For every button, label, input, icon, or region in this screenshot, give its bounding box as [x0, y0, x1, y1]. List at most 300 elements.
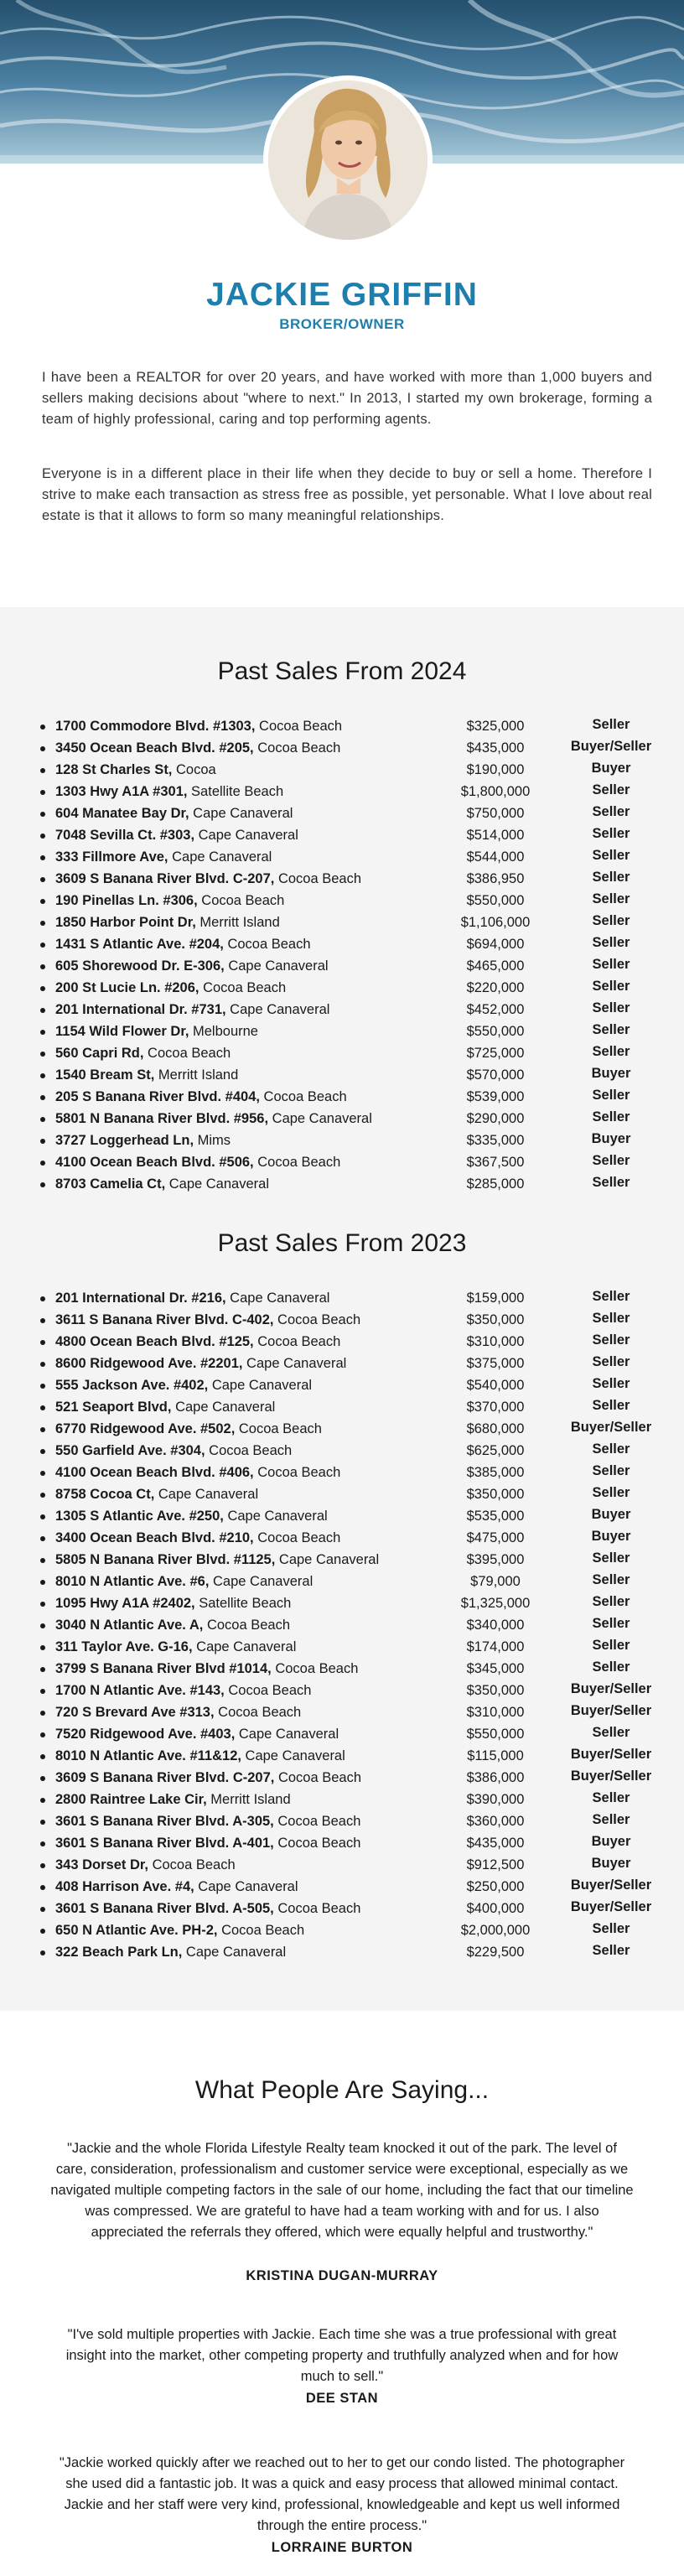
bullet-icon: [40, 1493, 45, 1498]
sale-city: Cocoa Beach: [273, 1901, 361, 1916]
sale-side: Buyer/Seller: [570, 1768, 652, 1784]
sale-row: [35, 977, 672, 999]
sale-city: Cocoa Beach: [197, 893, 285, 908]
bullet-icon: [40, 1820, 45, 1825]
sale-city: Cape Canaveral: [194, 828, 298, 843]
sale-address: [55, 890, 284, 911]
sale-street: 6770 Ridgewood Ave. #502,: [55, 1421, 236, 1436]
sale-price: $1,106,000: [460, 915, 531, 930]
bullet-icon: [40, 746, 45, 751]
sale-address: [55, 1549, 379, 1571]
sale-price: $360,000: [466, 1814, 525, 1829]
sale-side: Seller: [592, 782, 630, 797]
sale-street: 1540 Bream St,: [55, 1067, 155, 1083]
sale-city: Cape Canaveral: [225, 1002, 330, 1017]
sale-street: 7520 Ridgewood Ave. #403,: [55, 1727, 236, 1742]
sale-price: $350,000: [466, 1312, 525, 1327]
bullet-icon: [40, 724, 45, 730]
sale-row: [35, 1505, 672, 1527]
sale-city: Cocoa Beach: [274, 871, 362, 886]
bullet-icon: [40, 790, 45, 795]
bullet-icon: [40, 1182, 45, 1187]
bullet-icon: [40, 1667, 45, 1672]
sale-price: $310,000: [466, 1705, 525, 1720]
sale-city: Cocoa Beach: [148, 1857, 236, 1872]
sale-side: Buyer: [591, 761, 631, 776]
sale-price: $625,000: [466, 1443, 525, 1458]
sale-side: Buyer/Seller: [570, 1747, 652, 1762]
sale-city: Cocoa Beach: [253, 1465, 341, 1480]
bullet-icon: [40, 1732, 45, 1737]
sale-street: 200 St Lucie Ln. #206,: [55, 980, 200, 995]
sale-street: 190 Pinellas Ln. #306,: [55, 893, 198, 908]
sale-row: [35, 1636, 672, 1658]
sale-row: [35, 1418, 672, 1440]
bullet-icon: [40, 1471, 45, 1476]
sale-street: 4100 Ocean Beach Blvd. #406,: [55, 1465, 254, 1480]
sale-row: [35, 1130, 672, 1151]
sale-street: 8758 Cocoa Ct,: [55, 1487, 155, 1502]
sale-city: Cape Canaveral: [154, 1487, 259, 1502]
sale-city: Cocoa Beach: [217, 1923, 305, 1938]
sale-row: [35, 1086, 672, 1108]
bullet-icon: [40, 1514, 45, 1519]
sale-row: [35, 999, 672, 1021]
sale-side: Seller: [592, 1616, 630, 1631]
sale-price: $335,000: [466, 1133, 525, 1148]
sale-price: $345,000: [466, 1661, 525, 1676]
sale-price: $115,000: [467, 1748, 524, 1763]
sale-side: Buyer: [591, 1066, 631, 1081]
sale-address: [55, 1614, 290, 1636]
sale-price: $375,000: [466, 1356, 525, 1371]
sale-city: Cocoa Beach: [214, 1705, 302, 1720]
sale-side: Seller: [592, 1572, 630, 1587]
sale-street: 1700 Commodore Blvd. #1303,: [55, 719, 256, 734]
sale-street: 3609 S Banana River Blvd. C-207,: [55, 871, 275, 886]
sale-side: Seller: [592, 1109, 630, 1124]
sale-side: Seller: [592, 913, 630, 928]
sale-price: $220,000: [466, 980, 525, 995]
bullet-icon: [40, 1427, 45, 1432]
bullet-icon: [40, 1161, 45, 1166]
sale-street: 3609 S Banana River Blvd. C-207,: [55, 1770, 275, 1785]
bullet-icon: [40, 1405, 45, 1410]
sale-street: 2800 Raintree Lake Cir,: [55, 1792, 207, 1807]
sale-street: 408 Harrison Ave. #4,: [55, 1879, 194, 1894]
bullet-icon: [40, 1073, 45, 1078]
sale-address: [55, 1130, 231, 1151]
sale-row: [35, 759, 672, 781]
sale-side: Seller: [592, 1354, 630, 1369]
testimonials-title: What People Are Saying...: [194, 2076, 490, 2104]
sale-row: [35, 1919, 672, 1941]
sales-2024-title: Past Sales From 2024: [217, 657, 467, 685]
sale-street: 128 St Charles St,: [55, 762, 173, 777]
testimonial-quote: "Jackie worked quickly after we reached out to her to get our condo listed. The photographer she used did a fantastic job. It was a quick and easy process that allowed minimal contact. Jackie and her staff were very kind, professional, knowledgeable and kept us well informed through the entire process.": [59, 2455, 625, 2533]
sale-city: Cape Canaveral: [209, 1574, 314, 1589]
sale-street: 1095 Hwy A1A #2402,: [55, 1596, 195, 1611]
sale-street: 555 Jackson Ave. #402,: [55, 1378, 209, 1393]
sale-city: Cape Canaveral: [224, 958, 329, 974]
sale-side: Seller: [592, 1812, 630, 1827]
sale-side: Seller: [592, 957, 630, 972]
sale-price: $514,000: [466, 828, 525, 843]
sale-street: 1700 N Atlantic Ave. #143,: [55, 1683, 225, 1698]
sale-street: 205 S Banana River Blvd. #404,: [55, 1089, 260, 1104]
sale-price: $465,000: [466, 958, 525, 974]
sale-price: $285,000: [466, 1176, 525, 1192]
bullet-icon: [40, 1052, 45, 1057]
sale-city: Merritt Island: [206, 1792, 291, 1807]
sale-price: $435,000: [466, 740, 525, 756]
sale-street: 311 Taylor Ave. G-16,: [55, 1639, 193, 1654]
sale-street: 1305 S Atlantic Ave. #250,: [55, 1509, 224, 1524]
sale-city: Cape Canaveral: [208, 1378, 313, 1393]
bullet-icon: [40, 1340, 45, 1345]
sale-side: Buyer: [591, 1131, 631, 1146]
bullet-icon: [40, 1384, 45, 1389]
sale-row: [35, 1064, 672, 1086]
sale-side: Seller: [592, 1398, 630, 1413]
sale-city: Satellite Beach: [187, 784, 284, 799]
bullet-icon: [40, 1798, 45, 1803]
sale-side: Seller: [592, 1943, 630, 1958]
sale-side: Seller: [592, 1638, 630, 1653]
sale-price: $190,000: [466, 762, 525, 777]
sale-price: $452,000: [466, 1002, 525, 1017]
bullet-icon: [40, 1689, 45, 1694]
sale-side: Buyer/Seller: [570, 1420, 652, 1435]
agent-role: BROKER/OWNER: [279, 316, 405, 332]
sale-price: $1,325,000: [460, 1596, 531, 1611]
sale-city: Cocoa Beach: [223, 937, 311, 952]
sale-row: [35, 1876, 672, 1898]
sale-city: Cocoa Beach: [253, 1155, 341, 1170]
sale-side: Buyer: [591, 1856, 631, 1871]
sale-address: [55, 846, 272, 868]
sale-street: 322 Beach Park Ln,: [55, 1945, 183, 1960]
bullet-icon: [40, 1030, 45, 1035]
sale-price: $680,000: [466, 1421, 525, 1436]
sale-address: [55, 868, 361, 890]
sale-city: Cocoa Beach: [271, 1661, 359, 1676]
sale-side: Seller: [592, 826, 630, 841]
sale-city: Cocoa Beach: [235, 1421, 322, 1436]
sale-address: [55, 955, 329, 977]
sale-street: 1154 Wild Flower Dr,: [55, 1024, 189, 1039]
bullet-icon: [40, 1296, 45, 1301]
sale-side: Seller: [592, 848, 630, 863]
bullet-icon: [40, 1095, 45, 1100]
sale-street: 604 Manatee Bay Dr,: [55, 806, 189, 821]
sale-price: $539,000: [466, 1089, 525, 1104]
sale-address: [55, 1462, 340, 1483]
sale-city: Cape Canaveral: [192, 1639, 297, 1654]
sale-city: Cocoa Beach: [273, 1836, 361, 1851]
sale-address: [55, 1636, 296, 1658]
sales-2023-title: Past Sales From 2023: [217, 1229, 467, 1257]
sale-address: [55, 1418, 322, 1440]
sale-street: 4800 Ocean Beach Blvd. #125,: [55, 1334, 254, 1349]
bullet-icon: [40, 1117, 45, 1122]
bullet-icon: [40, 834, 45, 839]
sale-price: $540,000: [466, 1378, 525, 1393]
bullet-icon: [40, 768, 45, 773]
sale-side: Seller: [592, 1790, 630, 1805]
bullet-icon: [40, 1008, 45, 1013]
sale-price: $694,000: [466, 937, 525, 952]
sale-address: [55, 1898, 360, 1919]
sale-street: 5805 N Banana River Blvd. #1125,: [55, 1552, 276, 1567]
bullet-icon: [40, 1863, 45, 1868]
profile-avatar: [263, 75, 433, 245]
sale-price: $912,500: [466, 1857, 525, 1872]
sale-street: 650 N Atlantic Ave. PH-2,: [55, 1923, 218, 1938]
sale-street: 1850 Harbor Point Dr,: [55, 915, 196, 930]
sale-street: 3450 Ocean Beach Blvd. #205,: [55, 740, 254, 756]
sale-price: $475,000: [466, 1530, 525, 1545]
bullet-icon: [40, 1950, 45, 1955]
sale-side: Seller: [592, 1175, 630, 1190]
sale-city: Cape Canaveral: [241, 1748, 345, 1763]
sale-price: $350,000: [466, 1487, 525, 1502]
sale-row: [35, 1854, 672, 1876]
sale-city: Cocoa: [172, 762, 216, 777]
sale-street: 5801 N Banana River Blvd. #956,: [55, 1111, 269, 1126]
bullet-icon: [40, 899, 45, 904]
sale-side: Buyer/Seller: [570, 1899, 652, 1914]
bullet-icon: [40, 877, 45, 882]
agent-name: JACKIE GRIFFIN: [206, 277, 478, 313]
sale-city: Cocoa Beach: [255, 719, 343, 734]
sale-address: [55, 1701, 301, 1723]
sale-street: 333 Fillmore Ave,: [55, 849, 168, 865]
sale-address: [55, 1592, 291, 1614]
testimonial-author: LORRAINE BURTON: [271, 2540, 413, 2555]
sales-2024-list: [35, 715, 672, 1195]
sale-side: Seller: [592, 1332, 630, 1348]
sale-price: $174,000: [466, 1639, 525, 1654]
sale-row: [35, 1549, 672, 1571]
sale-city: Cocoa Beach: [274, 1770, 362, 1785]
sale-city: Cape Canaveral: [165, 1176, 269, 1192]
sale-city: Cape Canaveral: [168, 849, 272, 865]
sale-row: [35, 1151, 672, 1173]
sale-row: [35, 1941, 672, 1963]
sale-price: $550,000: [466, 893, 525, 908]
sale-city: Cape Canaveral: [194, 1879, 298, 1894]
sale-row: [35, 890, 672, 911]
sale-address: [55, 1396, 275, 1418]
sale-address: [55, 1440, 292, 1462]
sale-address: [55, 1919, 304, 1941]
sale-address: [55, 1789, 291, 1810]
bullet-icon: [40, 1318, 45, 1323]
sale-address: [55, 1680, 311, 1701]
bullet-icon: [40, 1841, 45, 1846]
sale-row: [35, 1440, 672, 1462]
sale-row: [35, 1042, 672, 1064]
sale-row: [35, 1309, 672, 1331]
bullet-icon: [40, 1711, 45, 1716]
sale-city: Mims: [194, 1133, 231, 1148]
sale-city: Cape Canaveral: [268, 1111, 372, 1126]
sale-side: Seller: [592, 1550, 630, 1566]
sale-street: 1431 S Atlantic Ave. #204,: [55, 937, 224, 952]
bullet-icon: [40, 812, 45, 817]
sale-city: Melbourne: [189, 1024, 258, 1039]
sale-city: Cocoa Beach: [143, 1046, 231, 1061]
sale-row: [35, 1745, 672, 1767]
sale-street: 560 Capri Rd,: [55, 1046, 144, 1061]
bio-paragraph: Everyone is in a different place in their life when they decide to buy or sell a home. Therefore I strive to make each transaction as stress free as possible, yet personable. What I love about real estate is that it allows to form so many meaningful relationships.: [42, 466, 652, 523]
sale-row: [35, 1592, 672, 1614]
sale-street: 7048 Sevilla Ct. #303,: [55, 828, 195, 843]
sale-city: Satellite Beach: [194, 1596, 292, 1611]
sale-city: Cocoa Beach: [253, 1334, 341, 1349]
sale-side: Seller: [592, 1485, 630, 1500]
sale-side: Buyer/Seller: [570, 1877, 652, 1893]
sale-price: $250,000: [466, 1879, 525, 1894]
sale-city: Cape Canaveral: [242, 1356, 347, 1371]
testimonial-quote: "Jackie and the whole Florida Lifestyle Realty team knocked it out of the park. The level of care, consideration, professionalism and customer service were exceptional, especially as we navigated multiple competing factors in the sale of our home, including the fact that our timeline was compressed. We are grateful to have had a team working with and for us. I also appreciated the referrals they offered, which were equally helpful and trustworthy.": [50, 2141, 634, 2240]
sale-side: Seller: [592, 1044, 630, 1059]
sale-address: [55, 911, 280, 933]
sale-address: [55, 802, 293, 824]
bullet-icon: [40, 855, 45, 860]
sale-address: [55, 759, 216, 781]
sale-side: Seller: [592, 935, 630, 950]
bullet-icon: [40, 1907, 45, 1912]
sale-address: [55, 1309, 360, 1331]
sale-side: Seller: [592, 717, 630, 732]
sale-row: [35, 1331, 672, 1353]
sale-side: Seller: [592, 1311, 630, 1326]
sale-price: $2,000,000: [460, 1923, 531, 1938]
sale-city: Cocoa Beach: [203, 1618, 291, 1633]
bullet-icon: [40, 1645, 45, 1650]
sale-address: [55, 933, 311, 955]
sale-city: Cape Canaveral: [235, 1727, 339, 1742]
sale-address: [55, 1876, 298, 1898]
sale-price: $385,000: [466, 1465, 525, 1480]
bullet-icon: [40, 1536, 45, 1541]
testimonial-quote: "I've sold multiple properties with Jackie. Each time she was a true professional with great insight into the market, other competing property and truthfully analyzed when and for how much to sell.": [65, 2327, 619, 2384]
sale-address: [55, 1151, 340, 1173]
sale-address: [55, 1483, 258, 1505]
bullet-icon: [40, 921, 45, 926]
sale-street: 343 Dorset Dr,: [55, 1857, 148, 1872]
sale-row: [35, 1483, 672, 1505]
sale-address: [55, 1745, 345, 1767]
sale-street: 550 Garfield Ave. #304,: [55, 1443, 205, 1458]
sale-address: [55, 1505, 328, 1527]
sale-price: $386,000: [466, 1770, 525, 1785]
sale-side: Seller: [592, 1725, 630, 1740]
sale-street: 201 International Dr. #216,: [55, 1291, 226, 1306]
sale-row: [35, 1287, 672, 1309]
sale-street: 8703 Camelia Ct,: [55, 1176, 166, 1192]
sale-city: Cocoa Beach: [259, 1089, 347, 1104]
sale-row: [35, 1571, 672, 1592]
sale-row: [35, 1767, 672, 1789]
sale-address: [55, 1723, 339, 1745]
bullet-icon: [40, 1776, 45, 1781]
sale-address: [55, 824, 298, 846]
sale-row: [35, 1810, 672, 1832]
sale-price: $390,000: [466, 1792, 525, 1807]
sale-city: Cocoa Beach: [273, 1814, 361, 1829]
bullet-icon: [40, 964, 45, 969]
sale-price: $435,000: [466, 1836, 525, 1851]
sale-price: $750,000: [466, 806, 525, 821]
sale-side: Seller: [592, 870, 630, 885]
sale-address: [55, 1331, 340, 1353]
sale-row: [35, 1108, 672, 1130]
sale-address: [55, 1021, 258, 1042]
bullet-icon: [40, 1139, 45, 1144]
sale-street: 201 International Dr. #731,: [55, 1002, 226, 1017]
sale-city: Merritt Island: [195, 915, 280, 930]
sale-street: 605 Shorewood Dr. E-306,: [55, 958, 225, 974]
sale-row: [35, 1614, 672, 1636]
sale-side: Seller: [592, 804, 630, 819]
sale-price: $325,000: [466, 719, 525, 734]
sale-street: 3601 S Banana River Blvd. A-505,: [55, 1901, 274, 1916]
sale-street: 3400 Ocean Beach Blvd. #210,: [55, 1530, 254, 1545]
sale-price: $400,000: [466, 1901, 525, 1916]
bullet-icon: [40, 943, 45, 948]
sale-row: [35, 868, 672, 890]
bullet-icon: [40, 1754, 45, 1759]
sale-row: [35, 802, 672, 824]
sale-side: Seller: [592, 1088, 630, 1103]
bullet-icon: [40, 1602, 45, 1607]
sale-address: [55, 1064, 238, 1086]
sale-address: [55, 1042, 231, 1064]
sale-row: [35, 1680, 672, 1701]
sale-price: $159,000: [466, 1291, 525, 1306]
sale-side: Buyer/Seller: [570, 1703, 652, 1718]
sale-row: [35, 737, 672, 759]
sale-address: [55, 737, 340, 759]
sale-address: [55, 1832, 360, 1854]
sale-row: [35, 1832, 672, 1854]
sale-street: 3611 S Banana River Blvd. C-402,: [55, 1312, 274, 1327]
sale-price: $79,000: [470, 1574, 521, 1589]
sale-side: Seller: [592, 1921, 630, 1936]
sale-price: $367,500: [466, 1155, 525, 1170]
sale-address: [55, 999, 329, 1021]
sale-city: Cape Canaveral: [171, 1400, 276, 1415]
sale-row: [35, 1353, 672, 1374]
sale-city: Cocoa Beach: [224, 1683, 312, 1698]
bio-paragraph: I have been a REALTOR for over 20 years, and have worked with more than 1,000 buyers and sellers making decisions about "where to next." In 2013, I started my own brokerage, forming a team of highly professional, caring and top performing agents.: [42, 370, 652, 427]
sale-price: $370,000: [466, 1400, 525, 1415]
bullet-icon: [40, 1580, 45, 1585]
sales-2023-list: [35, 1287, 672, 1963]
sale-side: Buyer: [591, 1507, 631, 1522]
sale-street: 3601 S Banana River Blvd. A-305,: [55, 1814, 274, 1829]
sale-side: Buyer: [591, 1529, 631, 1544]
sale-address: [55, 715, 342, 737]
sale-side: Seller: [592, 979, 630, 994]
sale-side: Buyer: [591, 1834, 631, 1849]
sale-street: 3799 S Banana River Blvd #1014,: [55, 1661, 272, 1676]
sale-address: [55, 1854, 236, 1876]
sale-address: [55, 1287, 329, 1309]
